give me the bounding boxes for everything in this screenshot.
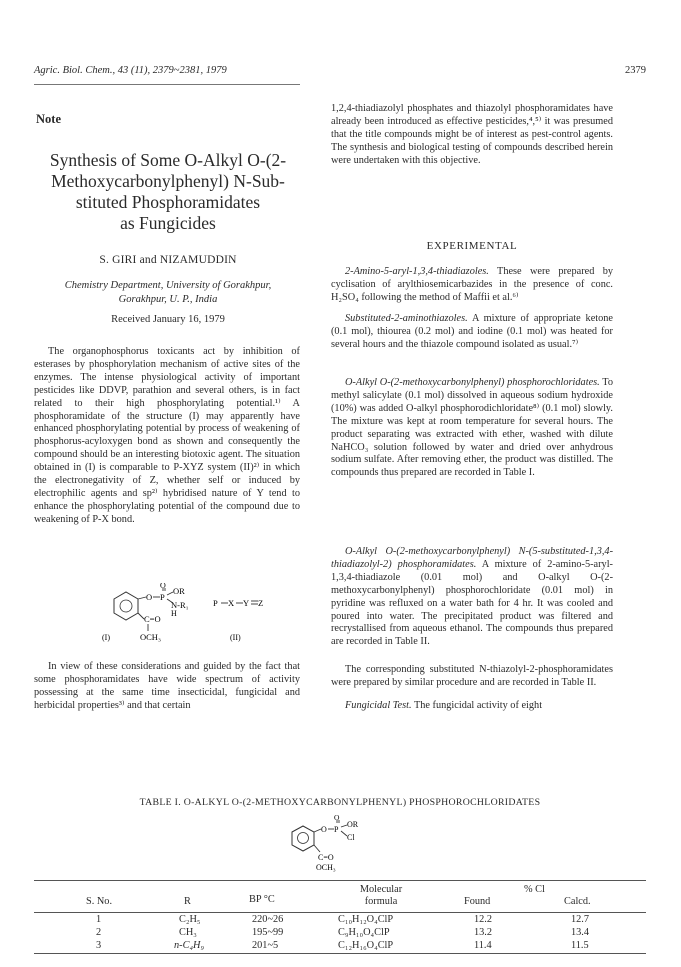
struct-i-p: P (160, 592, 165, 602)
method-thiazolyl: The corresponding substituted N-thiazolyl-2-phosphoramidates were prepared by similar procedure and are recorded in Table II. (331, 664, 613, 688)
cell-bp: 195~99 (252, 927, 284, 938)
col-header-molecular: Molecular (359, 884, 403, 895)
article-title (34, 150, 302, 234)
struct-ii-z: Z (258, 598, 264, 608)
struct-label-i: (I) (102, 633, 110, 642)
structure-II (213, 598, 263, 642)
affiliation-line-1: Chemistry Department, University of Gorakhpur, (64, 280, 272, 291)
method-phosphorochloridates-heading: O-Alkyl O-(2-methoxycarbonylphenyl) phosphorochloridates. (345, 377, 600, 388)
method-phosphoramidates (331, 546, 613, 649)
cell-bp: 220~26 (252, 914, 284, 925)
table-top-rule (34, 880, 646, 881)
cell-found: 12.2 (474, 914, 493, 925)
method-aminothiazoles-heading: Substituted-2-aminothiazoles. (345, 313, 468, 324)
col-header-sno: S. No. (86, 896, 113, 907)
table-struct-o-top: O (334, 815, 340, 822)
struct-i-h: H (171, 609, 177, 618)
journal-citation: Agric. Biol. Chem., 43 (11), 2379~2381, 1979 (34, 65, 227, 76)
method-aminothiazoles-body: A mixture of appropriate ketone (0.1 mol), thiourea (0.2 mol) and iodine (0.1 mol) was heated for several hours and the thiazole compound isolated as usual.⁷⁾ (331, 313, 613, 350)
section-heading-experimental: EXPERIMENTAL (426, 240, 518, 252)
col-header-cl: % Cl (524, 884, 545, 895)
cell-calcd: 13.4 (571, 927, 590, 938)
cell-formula: C₁₂H₁₆O₄ClP (338, 940, 394, 951)
intro-paragraph: The organophosphorus toxicants act by inhibition of esterases by phosphorylation mechanism of active sites of the enzymes. The intense physiological activity of important pesticides like DDVP, parathion and several others, is in fact related to their high phosphorylating potential.¹⁾ A phosphoramidate of the structure (I) may apparently have enhanced phosphorylating potential by process of weakening of phosphorus-acyloxygen bond as shown and consequently the compound should be an interesting biotoxic agent. The situation obtained in (I) is comparable to P-XYZ system (II)²⁾ in which the electronegativity of Z, whether self or induced by electrophilic agents and sp²⁾ hybridised nature of Y tend to enhance the phosphorylating potential of the compound due to weakening of P-X bond. (34, 346, 300, 525)
cell-r: n-C₄H₉ (174, 940, 205, 951)
table-struct-cl: Cl (347, 833, 355, 842)
struct-i-nr: N-R₁ (171, 600, 189, 610)
fungicidal-test-paragraph (331, 700, 613, 713)
cell-sno: 3 (96, 940, 102, 951)
struct-i-o-link: O (146, 592, 153, 602)
col-header-formula: formula (364, 896, 398, 907)
table-structure (276, 815, 396, 873)
cell-calcd: 12.7 (571, 914, 590, 925)
header-rule (34, 84, 300, 85)
struct-ii-y: Y (243, 598, 250, 608)
col-header-calcd: Calcd. (564, 896, 591, 907)
affiliation-line-2: Gorakhpur, U. P., India (118, 293, 218, 305)
structure-diagram (100, 583, 300, 645)
structure-I (102, 583, 189, 642)
considerations-paragraph: In view of these considerations and guided by the fact that some phosphoramidates have wide spectrum of activity possessing at the same time insecticidal, fungicidal and herbicidal properties³⁾ and that certain (34, 661, 300, 711)
table-struct-co: C=O (318, 853, 334, 862)
fungicidal-test-heading: Fungicidal Test. (345, 700, 412, 711)
cell-bp: 201~5 (252, 940, 279, 951)
method-phosphoramidates-body: A mixture of 2-amino-5-aryl-1,3,4-thiadiazole (0.01 mol) and O-alkyl O-(2-methoxycarbonylphenyl) phosphorochloridate (0.01 mol) in pyridine was refluxed on a water bath for 4 hr. It was cooled and poured into water. The precipitated product was filtered and recrystallised from aqueous ethanol. The compounds thus prepared are recorded in Table II. (331, 558, 613, 648)
col-header-r: R (184, 896, 191, 907)
table-header (34, 882, 646, 912)
cell-r: C₂H₅ (179, 914, 201, 925)
struct-i-och3: OCH₃ (140, 632, 161, 642)
table-row (34, 940, 646, 953)
note-label: Note (36, 112, 61, 126)
cell-sno: 2 (96, 927, 102, 938)
method-thiadiazoles-heading: 2-Amino-5-aryl-1,3,4-thiadiazoles. (345, 266, 489, 277)
table-header-rule (34, 912, 646, 913)
title-line-2: Methoxycarbonylphenyl) N-Sub- (51, 171, 285, 191)
cell-r: CH₃ (179, 927, 197, 938)
authors: S. GIRI and NIZAMUDDIN (99, 254, 237, 266)
right-intro-paragraph: 1,2,4-thiadiazolyl phosphates and thiazolyl phosphoramidates have already been introduced as effective pesticides,⁴,⁵⁾ it was presumed that the title compounds might be of interest as pest-control agents. The synthesis and biological testing of compounds described herein were undertaken with this objective. (331, 103, 613, 166)
method-phosphorochloridates (331, 377, 613, 480)
cell-sno: 1 (96, 914, 102, 925)
struct-label-ii: (II) (230, 633, 241, 642)
title-line-4: as Fungicides (120, 213, 216, 233)
struct-ii-p: P (213, 598, 218, 608)
cell-found: 11.4 (474, 940, 492, 951)
cell-calcd: 11.5 (571, 940, 589, 951)
title-line-1: Synthesis of Some O-Alkyl O-(2- (49, 150, 287, 170)
title-line-3: stituted Phosphoramidates (75, 192, 261, 212)
table-struct-och3: OCH₃ (316, 863, 336, 872)
struct-i-or: OR (173, 586, 185, 596)
table-caption: TABLE I. O-ALKYL O-(2-METHOXYCARBONYLPHENYL) PHOSPHOROCHLORIDATES (139, 797, 541, 808)
table-struct-p: P (334, 825, 339, 834)
table-row (34, 914, 646, 927)
method-aminothiazoles (331, 313, 613, 352)
table-struct-o-link: O (321, 825, 327, 834)
struct-ii-x: X (228, 598, 235, 608)
method-phosphorochloridates-body: To methyl salicylate (0.1 mol) dissolved in aqueous sodium hydroxide (10%) was added O-alkyl phosphorodichloridate⁸⁾ (0.1 mol) slowly. The mixture was kept at room temperature for several hours. The product separating was extracted with ether, washed with dilute NaHCO₃ solution followed by water and dried over anhydrous sodium sulfate. After removing ether, the product was distilled. The compounds thus prepared are recorded in Table I. (331, 377, 613, 479)
struct-i-co: C=O (144, 614, 161, 624)
method-thiadiazoles-body: These were prepared by cyclisation of arylthiosemicarbazides in the presence of conc. H₂SO₄ following the method of Maffii et al.⁶⁾ (331, 266, 613, 303)
cell-formula: C₉H₁₀O₄ClP (338, 927, 390, 938)
table-struct-or: OR (347, 820, 359, 829)
cell-found: 13.2 (474, 927, 493, 938)
table-bottom-rule (34, 953, 646, 954)
struct-i-o-top: O (160, 583, 166, 590)
cell-formula: C₁₀H₁₂O₄ClP (338, 914, 394, 925)
method-thiadiazoles (331, 266, 613, 305)
affiliation (34, 279, 302, 306)
table-row (34, 927, 646, 940)
page-number: 2379 (625, 65, 646, 76)
fungicidal-test-body: The fungicidal activity of eight (411, 700, 543, 711)
col-header-found: Found (464, 896, 491, 907)
method-phosphoramidates-heading: O-Alkyl O-(2-methoxycarbonylphenyl) N-(5-substituted-1,3,4-thiadiazolyl-2) phosphoramidates. (331, 546, 613, 570)
received-date: Received January 16, 1979 (111, 314, 225, 325)
col-header-bp: BP °C (249, 894, 275, 905)
